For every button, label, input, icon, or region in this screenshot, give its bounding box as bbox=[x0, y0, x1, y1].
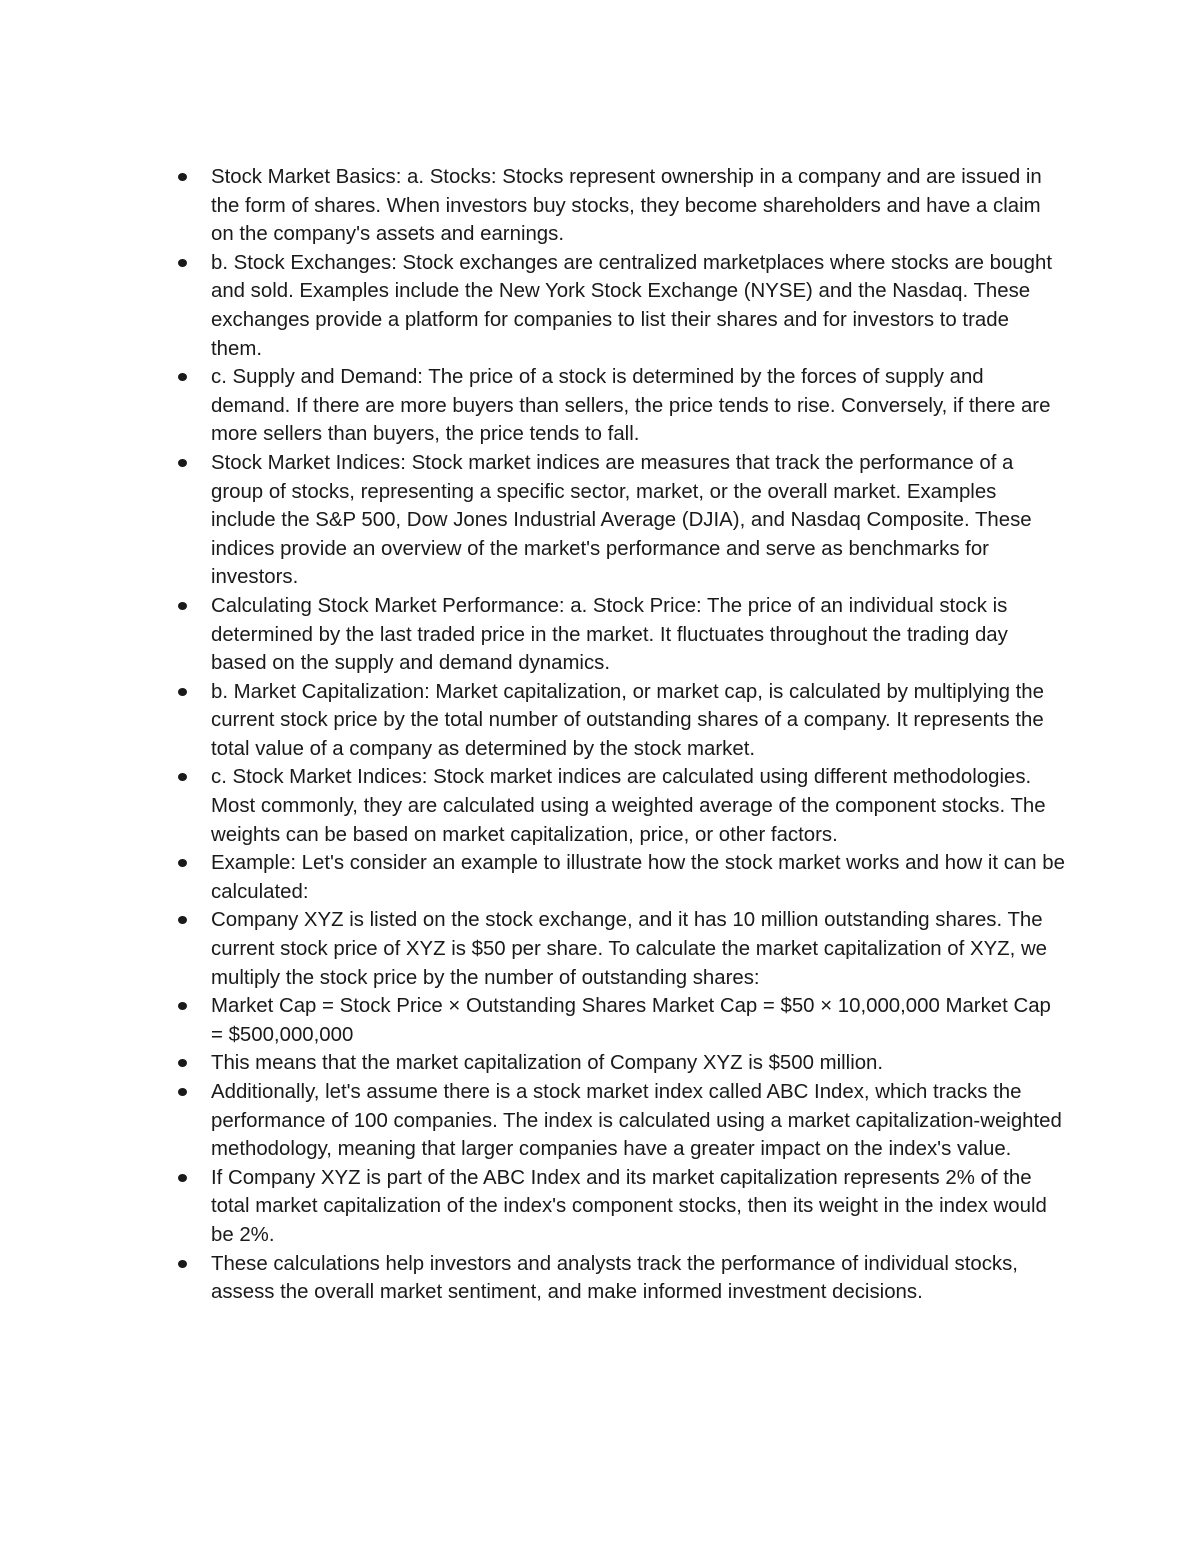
list-item bbox=[175, 449, 1065, 592]
list-item-text: b. Market Capitalization: Market capitalization, or market cap, is calculated by multiplying the current stock price by the total number of outstanding shares of a company. It represents the total value of a company as determined by the stock market. bbox=[211, 680, 1044, 760]
list-item-text: Calculating Stock Market Performance: a. Stock Price: The price of an individual stock is determined by the last traded price in the market. It fluctuates throughout the trading day based on the supply and demand dynamics. bbox=[211, 594, 1008, 675]
bullet-icon bbox=[178, 688, 187, 696]
list-item-text: Example: Let's consider an example to illustrate how the stock market works and how it can be calculated: bbox=[211, 852, 1065, 903]
bullet-icon bbox=[178, 373, 187, 381]
bullet-icon bbox=[178, 1002, 187, 1010]
bullet-icon bbox=[178, 1059, 187, 1067]
list-item-text: These calculations help investors and analysts track the performance of individual stocks, assess the overall market sentiment, and make informed investment decisions. bbox=[211, 1252, 1018, 1304]
list-item bbox=[175, 592, 1065, 678]
bullet-icon bbox=[178, 259, 187, 267]
list-item bbox=[175, 249, 1065, 363]
list-item bbox=[175, 678, 1065, 764]
list-item bbox=[175, 1164, 1065, 1250]
list-item-text: This means that the market capitalization of Company XYZ is $500 million. bbox=[211, 1052, 884, 1075]
list-item-text: Additionally, let's assume there is a stock market index called ABC Index, which tracks the performance of 100 companies. The index is calculated using a market capitalization-weighted methodology, meaning that larger companies have a greater impact on the index's value. bbox=[211, 1081, 1062, 1161]
list-item-text: Market Cap = Stock Price × Outstanding Shares Market Cap = $50 × 10,000,000 Market Cap = $500,000,000 bbox=[211, 995, 1051, 1046]
list-item-text: c. Supply and Demand: The price of a stock is determined by the forces of supply and demand. If there are more buyers than sellers, the price tends to rise. Conversely, if there are more sellers than buyers, the price tends to fall. bbox=[211, 366, 1051, 446]
bullet-icon bbox=[178, 916, 187, 924]
list-item bbox=[175, 163, 1065, 249]
list-item bbox=[175, 363, 1065, 449]
bullet-icon bbox=[178, 459, 187, 467]
list-item bbox=[175, 1078, 1065, 1164]
bullet-icon bbox=[178, 773, 187, 781]
list-item bbox=[175, 906, 1065, 992]
list-item bbox=[175, 849, 1065, 906]
bullet-icon bbox=[178, 173, 187, 181]
bullet-icon bbox=[178, 602, 187, 610]
list-item bbox=[175, 763, 1065, 849]
list-item bbox=[175, 1250, 1065, 1307]
list-item bbox=[175, 992, 1065, 1049]
bullet-icon bbox=[178, 1088, 187, 1096]
list-item bbox=[175, 1049, 1065, 1078]
list-item-text: Stock Market Indices: Stock market indices are measures that track the performance of a group of stocks, representing a specific sector, market, or the overall market. Examples include the S&P 500, Dow Jones Industrial Average (DJIA), and Nasdaq Composite. These indices provide an overview of the market's performance and serve as benchmarks for investors. bbox=[211, 451, 1032, 589]
list-item-text: If Company XYZ is part of the ABC Index and its market capitalization represents 2% of the total market capitalization of the index's component stocks, then its weight in the index would be 2%. bbox=[211, 1166, 1047, 1246]
list-item-text: b. Stock Exchanges: Stock exchanges are centralized marketplaces where stocks are bought and sold. Examples include the New York Stock Exchange (NYSE) and the Nasdaq. These exchanges provide a platform for companies to list their shares and for investors to trade them. bbox=[211, 251, 1052, 360]
bullet-list bbox=[175, 163, 1065, 1307]
bullet-icon bbox=[178, 1260, 187, 1268]
bullet-icon bbox=[178, 859, 187, 867]
list-item-text: Company XYZ is listed on the stock exchange, and it has 10 million outstanding shares. The current stock price of XYZ is $50 per share. To calculate the market capitalization of XYZ, we multiply the stock price by the number of outstanding shares: bbox=[211, 909, 1048, 989]
list-item-text: c. Stock Market Indices: Stock market indices are calculated using different methodologies. Most commonly, they are calculated using a weighted average of the component stocks. The weights can be based on market capitalization, price, or other factors. bbox=[211, 766, 1046, 846]
list-item-text: Stock Market Basics: a. Stocks: Stocks represent ownership in a company and are issued in the form of shares. When investors buy stocks, they become shareholders and have a claim on the company's assets and earnings. bbox=[211, 166, 1042, 246]
bullet-icon bbox=[178, 1174, 187, 1182]
